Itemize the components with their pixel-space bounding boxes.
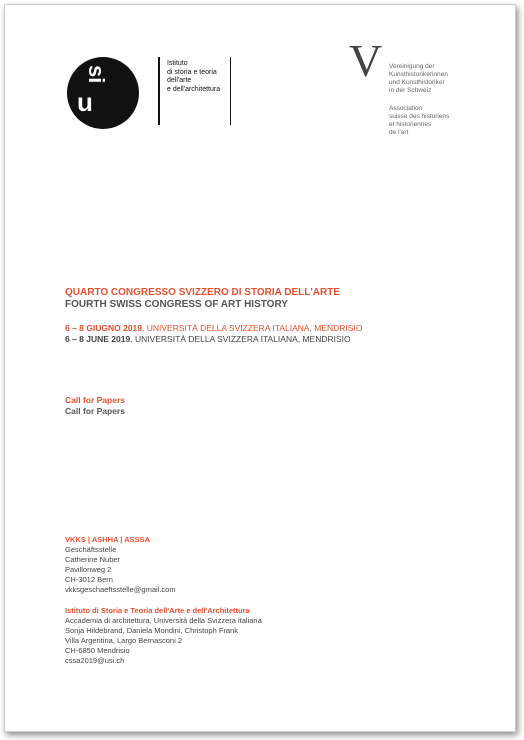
contact-line: CH-3012 Bern [65,575,113,584]
institute-line: di storia e teoria [167,68,217,76]
contact-line: CH-6850 Mendrisio [65,646,130,655]
vkks-de-line: Vereinigung der [389,63,435,70]
usi-logo-u: u [77,87,93,117]
contact-line: Accademia di architettura, Università della Svizzera italiana [65,616,262,625]
contact-line: Catherine Nuber [65,555,121,564]
logo-divider-right [230,57,231,125]
usi-logo-si: si [84,65,109,84]
date-english-place: , UNIVERSITÀ DELLA SVIZZERA ITALIANA, MENDRISIO [130,334,351,344]
vkks-de-line: Kunsthistorikerinnen [389,71,448,78]
institute-line: dell'arte [167,77,192,84]
vkks-fr-line: de l'art [389,129,409,136]
date-italian [65,323,362,333]
vkks-name-fr [389,105,449,137]
contact-vkks-head: VKKS | ASHHA | ASSSA [65,535,151,544]
usi-logo [67,57,139,129]
title-italian: QUARTO CONGRESSO SVIZZERO DI STORIA DELL'ARTE [65,287,340,298]
contact-email[interactable]: vkksgeschaeftsstelle@gmail.com [65,585,176,594]
institute-line: e dell'architettura [167,85,221,93]
call-for-papers-english: Call for Papers [65,406,125,416]
vkks-de-line: in der Schweiz [389,87,432,94]
vkks-fr-line: Association [389,105,423,112]
vkks-fr-line: suisse des historiens [389,113,450,120]
date-italian-date: 6 – 8 GIUGNO 2019 [65,323,143,333]
contact-line: Pavillonweg 2 [65,565,112,574]
date-italian-place: , UNIVERSITÀ DELLA SVIZZERA ITALIANA, MENDRISIO [142,323,363,333]
date-english-date: 6 – 8 JUNE 2019 [65,334,131,344]
title-english: FOURTH SWISS CONGRESS OF ART HISTORY [65,299,288,310]
vkks-de-line: und Kunsthistoriker [389,79,445,86]
date-english [65,334,351,344]
contact-institute-head: Istituto di Storia e Teoria dell'Arte e dell'Architettura [65,606,250,615]
call-for-papers-italian: Call for Papers [65,395,125,405]
vkks-fr-line: et historiennes [389,121,432,128]
document-page [4,4,516,732]
institute-name [167,60,220,94]
contact-line: Geschäftsstelle [65,545,117,554]
contact-email[interactable]: cssa2019@usi.ch [65,656,125,665]
vkks-name-de [389,63,448,95]
contact-institute [65,606,262,666]
vkks-logo: V [349,35,383,86]
contact-line: Sonja Hildebrand, Daniela Mondini, Christoph Frank [65,626,239,635]
institute-line: Istituto [167,60,188,67]
contact-line: Villa Argentina, Largo Bernasconi 2 [65,636,183,645]
logo-divider-left [158,57,160,125]
contact-vkks [65,535,176,595]
